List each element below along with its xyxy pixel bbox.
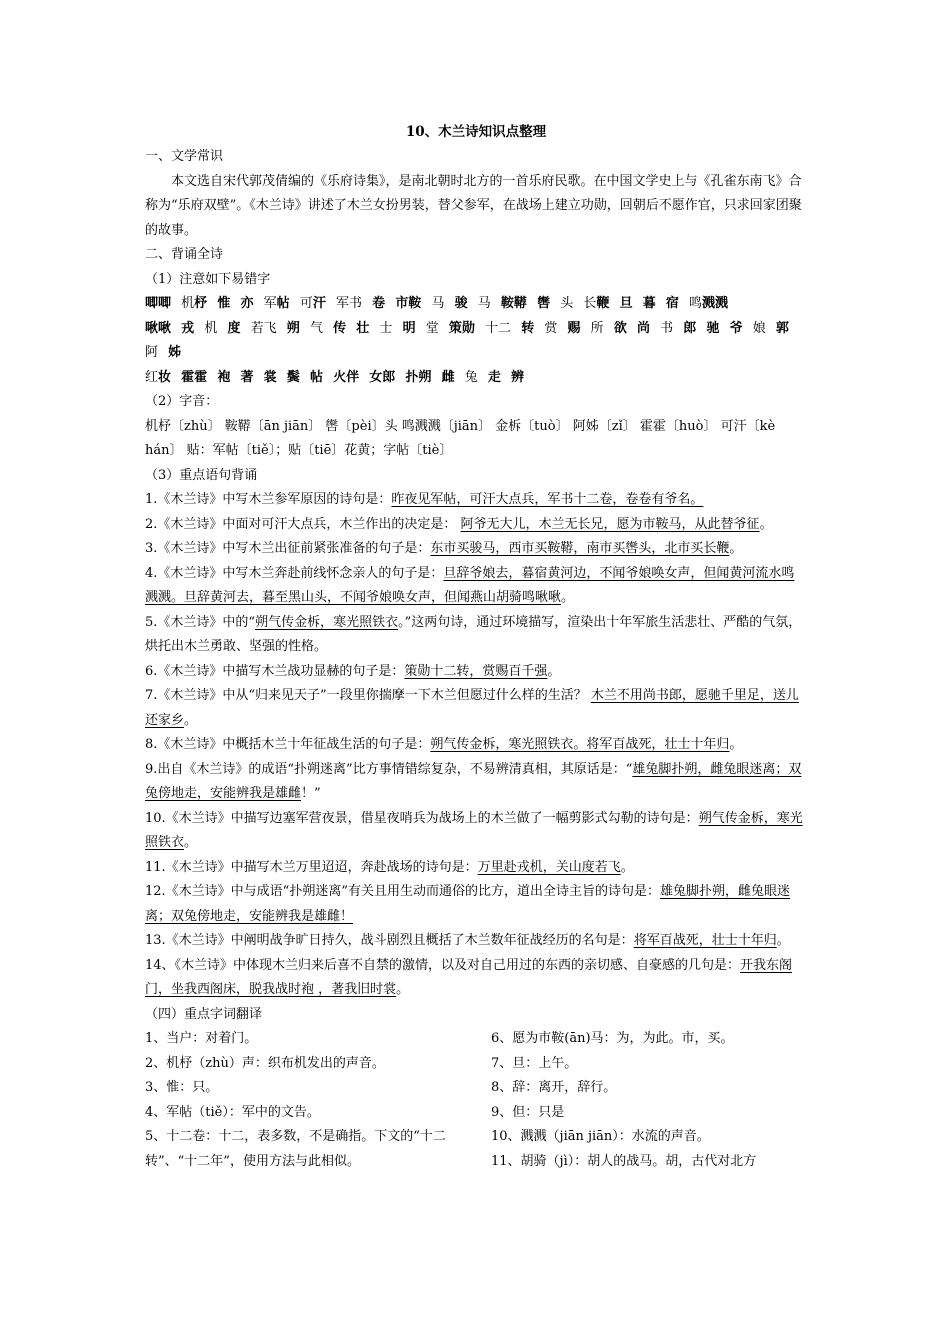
vocab-plain: 机: [204, 320, 218, 336]
vocab-word: [181, 296, 207, 311]
recitation-question: 5.《木兰诗》中的“: [145, 614, 256, 630]
recitation-item: [145, 954, 807, 1003]
recitation-answer: 朔气传金柝，寒光照铁衣。将军百战死，壮士十年归: [430, 737, 730, 752]
subheading-pronunciation: （2）字音：: [145, 394, 219, 409]
vocab-plain: 马: [431, 296, 445, 311]
vocab-bold: 度: [227, 320, 241, 336]
vocab-word: [620, 296, 633, 311]
vocab-bold: 裳: [263, 369, 277, 385]
vocab-bold: 暮: [642, 296, 656, 311]
recitation-question: 12.《木兰诗》中与成语“扑朔迷离”有关且用生动而通俗的比方，道出全诗主旨的诗句是：: [145, 884, 660, 899]
vocab-word: [583, 296, 609, 311]
vocab-word: [689, 296, 728, 311]
recitation-question: 3.《木兰诗》中写木兰出征前紧张准备的句子是：: [145, 541, 431, 556]
vocab-word: [168, 345, 181, 360]
subheading-typos: （1）注意如下易错字: [145, 271, 271, 287]
vocab-bold: 策勋: [448, 320, 475, 336]
document-page: [145, 122, 807, 1177]
vocab-bold: 啾啾: [145, 320, 172, 336]
translation-entry: 7、旦：上午。: [491, 1055, 578, 1071]
vocab-bold: 旦: [619, 296, 633, 311]
recitation-tail: 。: [620, 859, 634, 875]
vocab-word: [240, 296, 253, 311]
recitation-answer: 木兰不用尚书郎，愿驰千里足，送儿还家乡: [145, 688, 799, 728]
vocab-word: [568, 321, 581, 336]
vocab-word: [372, 296, 385, 311]
vocab-bold: 鞍鞯: [500, 296, 527, 311]
vocab-word: [683, 321, 696, 336]
vocab-bold: 传: [333, 320, 347, 336]
vocab-plain: 可: [299, 296, 313, 311]
vocab-word: [356, 321, 369, 336]
vocab-bold: 亦: [240, 296, 254, 311]
vocab-bold: 扑朔: [405, 369, 432, 385]
vocab-word: [537, 296, 550, 311]
recitation-tail: ！”: [301, 786, 321, 801]
recitation-item: [145, 807, 807, 856]
document-title: 10、木兰诗知识点整理: [405, 124, 547, 140]
recitation-answer: 雄兔脚扑朔，雌兔眼迷离；双兔傍地走，安能辨我是雄雌: [145, 761, 802, 801]
vocab-word: [637, 321, 650, 336]
vocab-word: [488, 370, 501, 385]
vocab-bold: 火伴: [333, 369, 360, 385]
recitation-answer: 万里赴戎机，关山度若飞: [477, 859, 621, 875]
recitation-question: 6.《木兰诗》中描写木兰战功显赫的句子是：: [145, 663, 405, 679]
vocab-line-2: [145, 317, 807, 366]
vocab-bold: 朔: [286, 320, 300, 336]
vocab-word: [264, 370, 277, 385]
vocab-bold: 宿: [665, 296, 679, 311]
recitation-tail: 。: [729, 737, 743, 752]
vocab-plain: 军: [263, 296, 277, 311]
vocab-word: [145, 370, 171, 385]
vocab-word: [264, 296, 290, 311]
vocab-bold: 市鞍: [395, 296, 422, 311]
vocab-word: [217, 296, 230, 311]
vocab-word: [287, 321, 300, 336]
vocab-word: [666, 296, 679, 311]
recitation-item: [145, 733, 807, 758]
vocab-word: [181, 370, 207, 385]
recitation-item: [145, 513, 807, 538]
recitation-answer: 将军百战死，壮士十年归: [633, 933, 777, 948]
recitation-tail: 。: [561, 590, 575, 605]
translation-entry: 9、但：只是: [491, 1104, 565, 1120]
translation-left-column: [145, 1027, 463, 1174]
vocab-bold: 赐: [567, 320, 581, 336]
vocab-line-1: [145, 292, 807, 317]
recitation-tail: 。: [547, 663, 561, 679]
recitation-answer: 昨夜见军帖，可汗大点兵，军书十二卷，卷卷有爷名。: [391, 492, 704, 507]
vocab-word: [431, 296, 444, 311]
vocab-word: [544, 321, 557, 336]
recitation-item: [145, 684, 807, 733]
vocab-plain: 气: [309, 320, 323, 336]
recitation-answer: 开我东阁门，坐我西阁床，脱我战时袍 ，著我旧时裳: [145, 957, 793, 997]
recitation-answer: 雄兔脚扑朔，雌兔眼迷离；双兔傍地走，安能辨我是雄雌！: [145, 884, 790, 924]
recitation-item: [145, 562, 807, 611]
vocab-word: [501, 296, 527, 311]
vocab-word: [614, 321, 627, 336]
vocab-bold: 走: [487, 369, 501, 385]
vocab-bold: 霍霍: [181, 369, 208, 385]
vocab-word: [478, 296, 491, 311]
recitation-question: 8.《木兰诗》中概括木兰十年征战生活的句子是：: [145, 737, 431, 752]
vocab-bold: 袍: [217, 369, 231, 385]
vocab-bold: 溅溅: [702, 296, 729, 311]
recitation-answer: 东市买骏马，西市买鞍鞯，南市买辔头，北市买长鞭: [430, 541, 730, 556]
recitation-answer: 策勋十二转，赏赐百千强: [404, 663, 548, 679]
recitation-tail: 。”这两句诗，通过环境描写，渲染出十年军旅生活悲壮、严酷的气氛，烘托出木兰勇敢、坚强的性格。: [145, 614, 802, 654]
vocab-bold: 壮: [356, 320, 370, 336]
vocab-word: [776, 321, 789, 336]
vocab-bold: 帖: [309, 369, 323, 385]
recitation-tail: 。: [776, 933, 790, 948]
vocab-bold: 尚: [636, 320, 650, 336]
translation-entry: 11、胡骑（jì）：胡人的战马。胡，古代对北方: [491, 1153, 757, 1169]
vocab-word: [442, 370, 455, 385]
translation-right-column: [491, 1027, 809, 1174]
recitation-tail: 。: [396, 982, 410, 997]
vocab-bold: 郭: [775, 320, 789, 336]
vocab-bold: 妆: [158, 369, 172, 385]
recitation-question: 11.《木兰诗》中描写木兰万里迢迢，奔赴战场的诗句是：: [145, 859, 478, 875]
section-1-heading: 一、文学常识: [145, 149, 224, 164]
recitation-item: [145, 660, 807, 685]
vocab-word: [204, 321, 217, 336]
vocab-bold: 帖: [276, 296, 290, 311]
recitation-answer: 旦辞爷娘去，暮宿黄河边，不闻爷娘唤女声，但闻黄河流水鸣溅溅。旦辞黄河去，暮至黑山头，不闻爷娘唤女声，但闻燕山胡骑鸣啾啾: [145, 565, 795, 605]
vocab-word: [405, 370, 431, 385]
recitation-tail: 。: [729, 541, 743, 556]
recitation-tail: 。: [184, 835, 198, 850]
vocab-word: [465, 370, 478, 385]
translation-entry: 3、惟：只。: [145, 1080, 219, 1095]
vocab-word: [300, 296, 326, 311]
vocab-plain: 书: [660, 320, 674, 336]
vocab-word: [287, 370, 300, 385]
vocab-word: [660, 321, 673, 336]
vocab-word: [227, 321, 240, 336]
vocab-word: [369, 370, 395, 385]
vocab-bold: 欲: [613, 320, 627, 336]
vocab-plain: 鸣: [689, 296, 703, 311]
translation-entry: 6、愿为市鞍(ān)马：为，为此。市，买。: [491, 1031, 734, 1046]
vocab-word: [181, 321, 194, 336]
vocab-bold: 唧唧: [145, 296, 172, 311]
vocab-plain: 堂: [425, 320, 439, 336]
vocab-bold: 鞭: [596, 296, 610, 311]
recitation-tail: 。: [184, 712, 198, 728]
pronunciation-list: 机杼〔zhù〕 鞍鞯〔ān jiān〕 辔〔pèi〕头 鸣溅溅〔jiān〕 金柝〔tuò〕 阿姊〔zǐ〕 霍霍〔huò〕 可汗〔kè hán〕 贴：军帖〔tiě〕；贴〔tiē〕花黄；字帖〔tiè〕: [145, 418, 776, 458]
translation-entry: 4、军帖（tiě）：军中的文告。: [145, 1104, 320, 1120]
vocab-bold: 汗: [312, 296, 326, 311]
vocab-bold: 辨: [511, 369, 525, 385]
recitation-question: 1.《木兰诗》中写木兰参军原因的诗句是：: [145, 492, 392, 507]
vocab-word: [730, 321, 743, 336]
vocab-plain: 兔: [464, 369, 478, 385]
vocab-bold: 驰: [706, 320, 720, 336]
recitation-tail: 。: [759, 516, 773, 532]
vocab-word: [403, 321, 416, 336]
vocab-bold: 卷: [372, 296, 386, 311]
vocab-word: [336, 296, 362, 311]
vocab-plain: 十二: [485, 320, 512, 336]
vocab-plain: 士: [379, 320, 393, 336]
vocab-word: [145, 296, 171, 311]
vocab-bold: 辔: [537, 296, 551, 311]
recitation-question: 14、《木兰诗》中体现木兰归来后喜不自禁的激情，以及对自己用过的东西的亲切感、自豪感的几句是：: [145, 957, 741, 973]
vocab-plain: 娘: [752, 320, 766, 336]
translation-entry: 8、辞：离开，辞行。: [491, 1080, 617, 1095]
recitation-question: 10.《木兰诗》中描写边塞军营夜景，借星夜哨兵为战场上的木兰做了一幅剪影式勾勒的诗句是：: [145, 810, 699, 826]
vocab-word: [395, 296, 421, 311]
vocab-plain: 机: [181, 296, 195, 311]
section-2-heading: 二、背诵全诗: [145, 247, 224, 262]
vocab-word: [455, 296, 468, 311]
vocab-word: [449, 321, 475, 336]
recitation-item: [145, 758, 807, 807]
vocab-bold: 杼: [194, 296, 208, 311]
vocab-bold: 骏: [454, 296, 468, 311]
vocab-word: [310, 370, 323, 385]
vocab-bold: 明: [402, 320, 416, 336]
recitation-item: [145, 488, 807, 513]
vocab-bold: 戎: [181, 320, 195, 336]
section-4-heading: （四）重点字词翻译: [145, 1006, 263, 1022]
vocab-word: [706, 321, 719, 336]
vocab-word: [217, 370, 230, 385]
recitation-question: 13.《木兰诗》中阐明战争旷日持久，战斗剧烈且概括了木兰数年征战经历的名句是：: [145, 933, 634, 948]
translation-entry: 10、溅溅（jiān jiān）：水流的声音。: [491, 1129, 710, 1144]
vocab-word: [310, 321, 323, 336]
vocab-word: [521, 321, 534, 336]
vocab-bold: 惟: [217, 296, 231, 311]
vocab-word: [333, 321, 346, 336]
recitation-item: [145, 537, 807, 562]
vocab-word: [145, 321, 171, 336]
vocab-plain: 所: [590, 320, 604, 336]
recitation-item: [145, 856, 807, 881]
vocab-word: [643, 296, 656, 311]
vocab-word: [485, 321, 511, 336]
recitation-answer: 朔气传金柝，寒光照铁衣: [255, 614, 399, 630]
vocab-word: [560, 296, 573, 311]
recitation-item: [145, 611, 807, 660]
vocab-word: [591, 321, 604, 336]
vocab-bold: 著: [240, 369, 254, 385]
recitation-question: 4.《木兰诗》中写木兰奔赴前线怀念亲人的句子是：: [145, 565, 444, 581]
vocab-bold: 姊: [168, 345, 182, 360]
section-1-body: 本文选自宋代郭茂倩编的《乐府诗集》，是南北朝时北方的一首乐府民歌。在中国文学史上与《孔雀东南飞》合称为“乐府双壁”。《木兰诗》讲述了木兰女扮男装，替父参军，在战场上建立功勋，回朝后不愿作官，只求回家团聚的故事。: [145, 173, 802, 238]
recitation-answer: 朔气传金柝，寒光照铁衣: [145, 810, 803, 850]
recitation-answer: 阿爷无大儿，木兰无长兄，愿为市鞍马，从此替爷征: [460, 516, 760, 532]
vocab-plain: 军书: [335, 296, 362, 311]
vocab-plain: 阿: [145, 345, 159, 360]
vocab-plain: 赏: [544, 320, 558, 336]
subheading-recitation: （3）重点语句背诵: [145, 467, 258, 483]
translation-entry: 2、机杼（zhù）声：织布机发出的声音。: [145, 1055, 385, 1071]
recitation-list: [145, 488, 807, 1003]
vocab-plain: 头: [560, 296, 574, 311]
vocab-word: [511, 370, 524, 385]
recitation-question: 9.出自《木兰诗》的成语“扑朔迷离”比方事情错综复杂，不易辨清真相，其原话是：“: [145, 761, 633, 777]
vocab-word: [379, 321, 392, 336]
vocab-bold: 女郎: [369, 369, 396, 385]
translation-entry: 5、十二卷：十二，表多数，不是确指。下文的“十二转”、“十二年”，使用方法与此相似。: [145, 1129, 446, 1169]
vocab-bold: 雌: [441, 369, 455, 385]
vocab-word: [753, 321, 766, 336]
vocab-word: [145, 345, 158, 360]
vocab-plain: 长: [583, 296, 597, 311]
vocab-bold: 鬓: [286, 369, 300, 385]
vocab-word: [240, 370, 253, 385]
vocab-word: [251, 321, 277, 336]
vocab-bold: 郎: [683, 320, 697, 336]
vocab-line-3: [145, 366, 807, 391]
vocab-bold: 转: [521, 320, 535, 336]
vocab-word: [426, 321, 439, 336]
recitation-item: [145, 929, 807, 954]
recitation-question: 7.《木兰诗》中从“归来见天子”一段里你揣摩一下木兰但愿过什么样的生活？: [145, 688, 591, 703]
translation-entry: 1、当户：对着门。: [145, 1031, 258, 1046]
recitation-item: [145, 880, 807, 929]
vocab-plain: 红: [145, 369, 159, 385]
vocab-plain: 若飞: [250, 320, 277, 336]
vocab-plain: 马: [477, 296, 491, 311]
vocab-word: [333, 370, 359, 385]
recitation-question: 2.《木兰诗》中面对可汗大点兵，木兰作出的决定是：: [145, 516, 461, 532]
vocab-bold: 爷: [729, 320, 743, 336]
translation-columns: [145, 1027, 807, 1177]
